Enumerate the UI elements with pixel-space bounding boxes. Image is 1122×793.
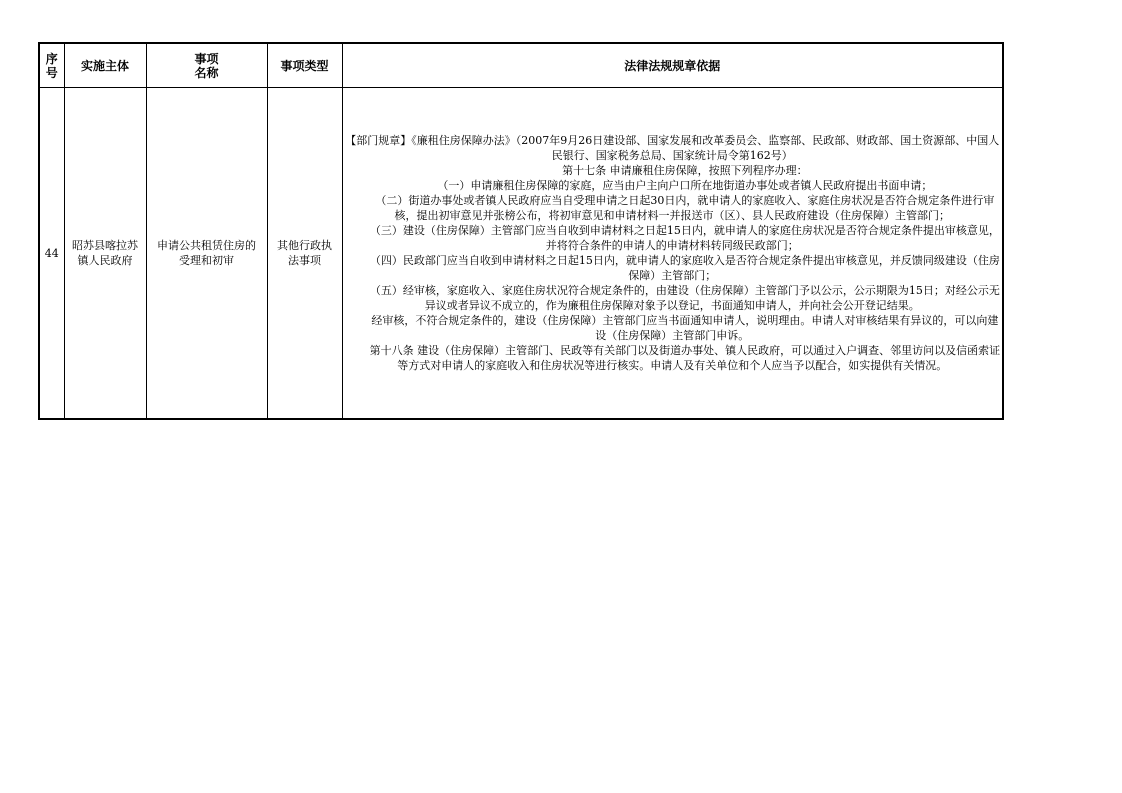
header-row — [39, 43, 1003, 88]
header-legal-basis: 法律法规规章依据 — [342, 43, 1003, 88]
basis-paragraph: （二）街道办事处或者镇人民政府应当自受理申请之日起30日内，就申请人的家庭收入、家庭住房状况是否符合规定条件进行审核，提出初审意见并张榜公布，将初审意见和申请材料一并报送市（区）、县人民政府建设（住房保障）主管部门； — [375, 194, 995, 222]
header-item-name — [146, 43, 267, 88]
cell-item-name: 申请公共租赁住房的受理和初审 — [146, 88, 267, 420]
header-item-name-line-2: 名称 — [194, 65, 219, 80]
cell-seq: 44 — [39, 88, 64, 420]
header-seq-line-1: 序 — [45, 51, 58, 66]
header-seq-line-2: 号 — [45, 65, 58, 80]
basis-paragraph: （五）经审核，家庭收入、家庭住房状况符合规定条件的，由建设（住房保障）主管部门予以公示，公示期限为15日；对经公示无异议或者异议不成立的，作为廉租住房保障对象予以登记，书面通知申请人，并向社会公开登记结果。 — [369, 284, 1000, 312]
legal-items-table — [38, 42, 1004, 420]
table-row — [39, 88, 1003, 420]
basis-paragraph: 【部门规章】《廉租住房保障办法》（2007年9月26日建设部、国家发展和改革委员会、监察部、民政部、财政部、国土资源部、中国人民银行、国家税务总局、国家统计局令第162号） — [345, 134, 1000, 162]
basis-paragraph: 第十七条 申请廉租住房保障，按照下列程序办理： — [562, 164, 808, 177]
basis-paragraph: 第十八条 建设（住房保障）主管部门、民政等有关部门以及街道办事处、镇人民政府，可以通过入户调查、邻里访问以及信函索证等方式对申请人的家庭收入和住房状况等进行核实。申请人及有关单位和个人应当予以配合，如实提供有关情况。 — [369, 344, 1001, 372]
basis-paragraph: （四）民政部门应当自收到申请材料之日起15日内，就申请人的家庭收入是否符合规定条件提出审核意见，并反馈同级建设（住房保障）主管部门； — [369, 254, 1000, 282]
cell-legal-basis — [342, 88, 1003, 420]
cell-subject: 昭苏县喀拉苏镇人民政府 — [64, 88, 146, 420]
basis-paragraph: （一）申请廉租住房保障的家庭，应当由户主向户口所在地街道办事处或者镇人民政府提出书面申请； — [437, 179, 933, 192]
header-item-type: 事项类型 — [267, 43, 342, 88]
header-item-name-line-1: 事项 — [194, 51, 219, 66]
header-subject: 实施主体 — [64, 43, 146, 88]
basis-paragraph: （三）建设（住房保障）主管部门应当自收到申请材料之日起15日内，就申请人的家庭住房状况是否符合规定条件提出审核意见，并将符合条件的申请人的申请材料转同级民政部门； — [369, 224, 1000, 252]
cell-item-type: 其他行政执法事项 — [267, 88, 342, 420]
basis-paragraph: 经审核，不符合规定条件的，建设（住房保障）主管部门应当书面通知申请人，说明理由。申请人对审核结果有异议的，可以向建设（住房保障）主管部门申诉。 — [371, 314, 999, 342]
header-seq — [39, 43, 64, 88]
